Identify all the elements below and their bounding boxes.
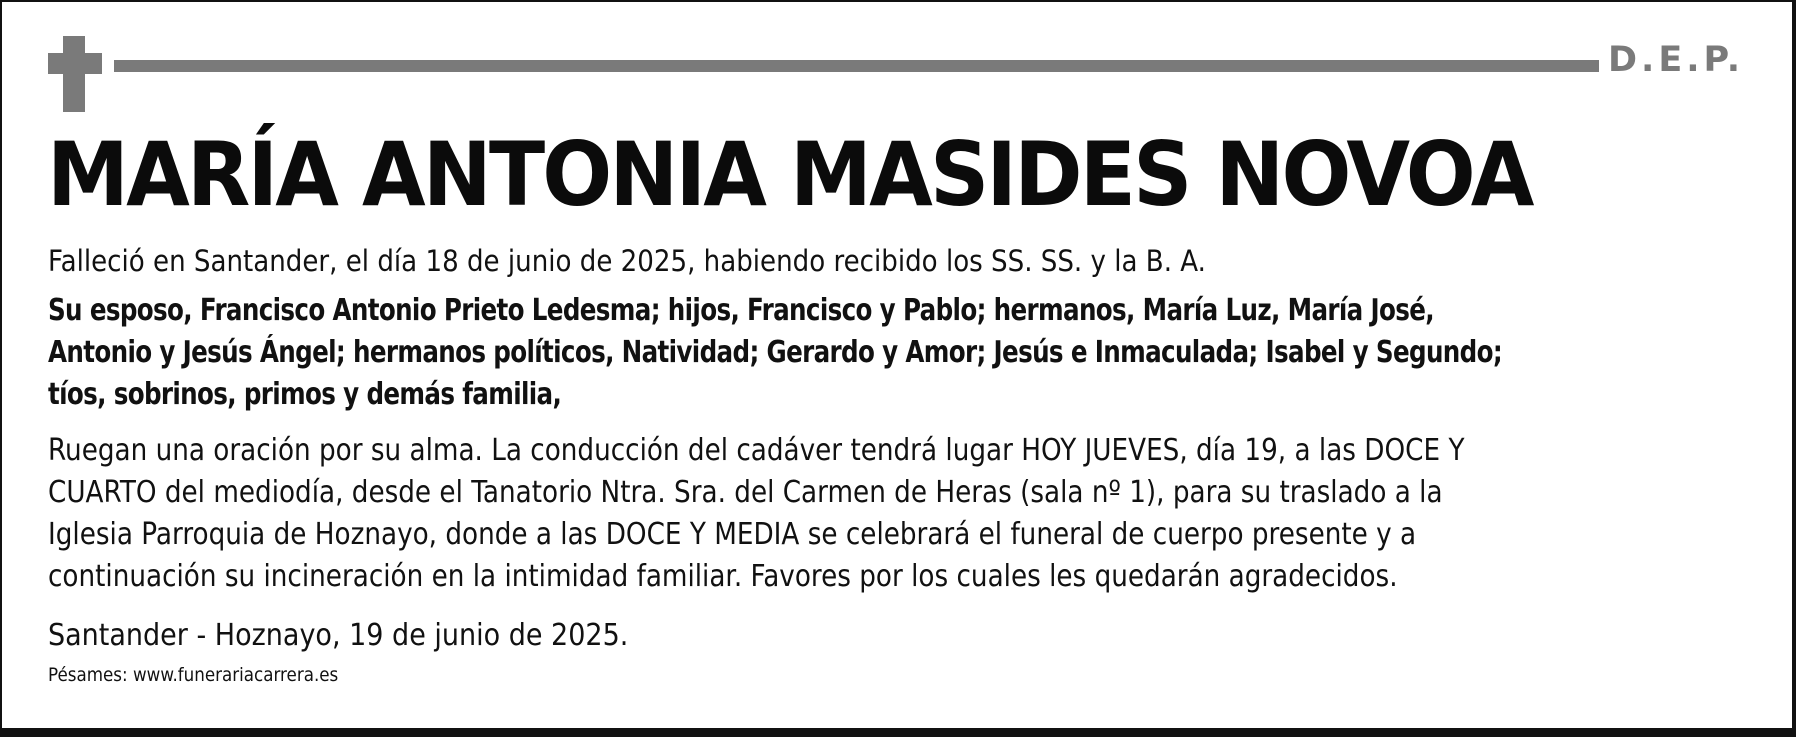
family-line: tíos, sobrinos, primos y demás familia,	[48, 377, 562, 412]
header-rule	[114, 60, 1599, 72]
death-notice: Falleció en Santander, el día 18 de junio de 2025, habiendo recibido los SS. SS. y la B. A.	[48, 244, 1206, 278]
ceremony-line: CUARTO del mediodía, desde el Tanatorio Ntra. Sra. del Carmen de Heras (sala nº 1), para su traslado a la	[48, 475, 1443, 510]
condolences-link[interactable]: Pésames: www.funerariacarrera.es	[48, 664, 339, 686]
ceremony-line: Ruegan una oración por su alma. La conducción del cadáver tendrá lugar HOY JUEVES, día 19, a las DOCE Y	[48, 433, 1465, 468]
family-paragraph	[48, 290, 1768, 416]
family-line: Antonio y Jesús Ángel; hermanos políticos, Natividad; Gerardo y Amor; Jesús e Inmaculada; Isabel y Segundo;	[48, 335, 1503, 370]
ceremony-line: continuación su incineración en la intimidad familiar. Favores por los cuales les quedarán agradecidos.	[48, 559, 1398, 594]
cross-vertical-bar	[63, 36, 85, 112]
place-date: Santander - Hoznayo, 19 de junio de 2025.	[48, 618, 629, 653]
dep-label: D.E.P.	[1608, 40, 1745, 80]
family-line: Su esposo, Francisco Antonio Prieto Ledesma; hijos, Francisco y Pablo; hermanos, María Luz, María José,	[48, 293, 1434, 328]
ceremony-paragraph	[48, 430, 1768, 598]
deceased-name: MARÍA ANTONIA MASIDES NOVOA	[47, 123, 1532, 226]
ceremony-line: Iglesia Parroquia de Hoznayo, donde a las DOCE Y MEDIA se celebrará el funeral de cuerpo presente y a	[48, 517, 1417, 552]
cross-horizontal-bar	[48, 53, 102, 74]
